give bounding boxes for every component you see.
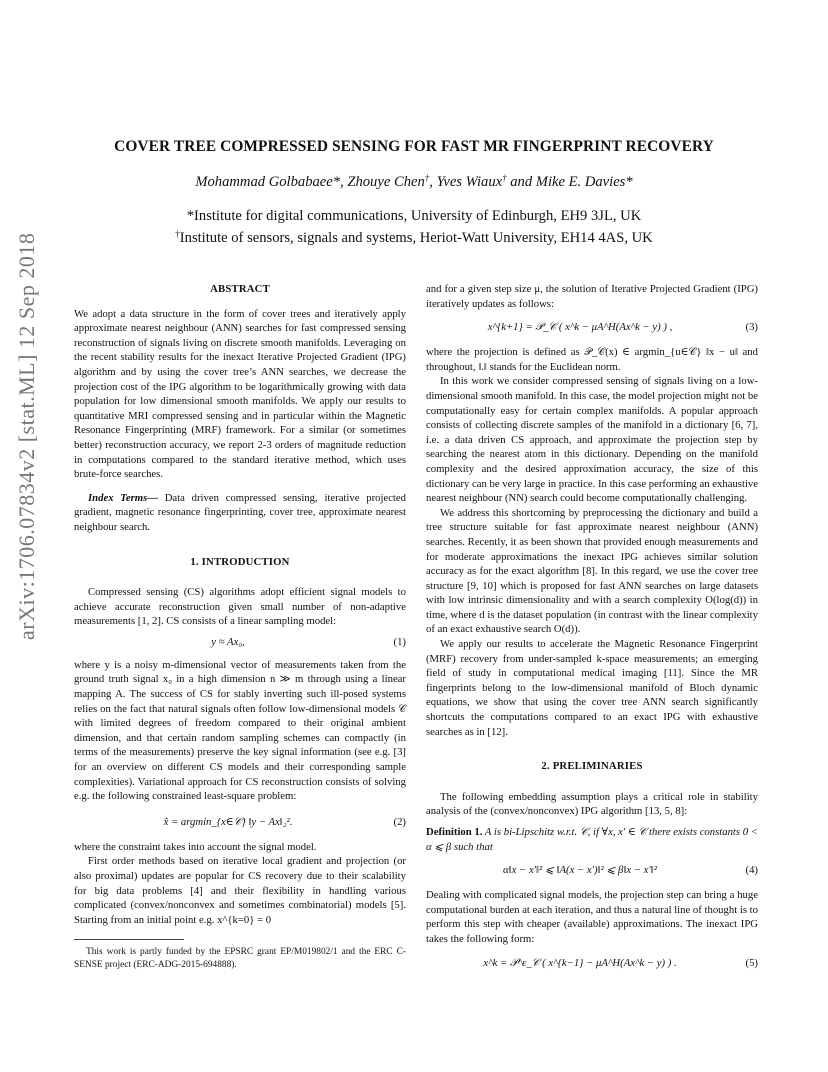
manifold-paragraph: In this work we consider compressed sensing of signals living on a low-dimensional smooth manifold. In this case, the model projection might not be computationally easy for certain complex manifolds. A popular approach consists of collecting discrete samples of the manifold in a dictionary [6, 7], i.e. a data driven CS approach, and approximate the projection step by searching the nearest atom in this dictionary. Depending on the manifold complexity and the desired approximation accuracy, the size of this dictionary can be very large in practice. In this case performing an exhaustive nearest neighbour (NN) search could become computationally challenging. <box>426 375 758 505</box>
section-heading-introduction: 1. INTRODUCTION <box>190 555 290 568</box>
inexact-ipg-paragraph: Dealing with complicated signal models, the projection step can bring a huge computational burden at each iteration, and thus a natural line of thought is to perform this step with cheaper (available) approximations. The inexact IPG takes the following form: <box>426 889 758 945</box>
equation-3 <box>426 317 758 339</box>
intro-paragraph-1: Compressed sensing (CS) algorithms adopt efficient signal models to achieve accurate reconstruction given small number of non-adaptive measurements [1, 2]. CS consists of a linear sampling model: <box>74 586 406 628</box>
footnote-rule <box>74 939 184 940</box>
abstract-text: We adopt a data structure in the form of cover trees and iteratively apply approximate nearest neighbour (ANN) searches for fast compressed sensing reconstruction of signals living on discrete smooth manifolds. Leveraging on the recent stability results for the inexact Iterative Projected Gradient (IPG) algorithm and by using the cover tree’s ANN searches, we decrease the projection cost of the IPG algorithm to be logarithmically growing with data population for low dimensional smooth manifolds. We apply our results to quantitative MRI compressed sensing and in particular within the Magnetic Resonance Fingerprinting (MRF) framework. For a similar (or sometimes better) reconstruction accuracy, we report 2-3 orders of magnitude reduction in computations compared to the standard iterative method, which uses brute-force searches. <box>74 307 406 481</box>
index-terms-label: Index Terms— <box>88 491 158 504</box>
definition-1 <box>426 825 758 854</box>
intro-paragraph-2: where y is a noisy m-dimensional vector of measurements taken from the ground truth signal x₀ in a high dimension n ≫ m through using a linear mapping A. The success of CS for stably inverting such ill-posed systems relies on the fact that natural signals often follow low-dimensional models 𝒞 with limited degrees of freedom compared to their original ambient dimension, and that certain random sampling schemes can compactly (in terms of the measurements) preserve the key signal information (see e.g. [3] for an overview on different CS models and their corresponding sample complexities). Variational approach for CS reconstruction consists of solving e.g. the following constrained least-square problem: <box>74 658 406 803</box>
left-column <box>74 282 406 972</box>
cover-tree-paragraph: We address this shortcoming by preprocessing the dictionary and build a tree structure suitable for fast approximate nearest neighbour (ANN) searches. Recently, it as been shown that provided enough measurements and for moderate approximations the inexact IPG achieves similar solution accuracy as for the exact algorithm [8]. In this regard, we use the cover tree structure [9, 10] which is proposed for fast ANN searches on large datasets with low intrinsic dimensionality and with a search complexity O(log(d)) in time, where d is the dataset population (in contrast with the linear complexity of an exact exhaustive search O(d)). <box>426 506 758 636</box>
equation-5 <box>426 953 758 975</box>
equation-2-number: (2) <box>393 815 406 828</box>
funding-footnote: This work is partly funded by the EPSRC grant EP/M019802/1 and the ERC C-SENSE project (ERC-ADG-2015-694888). <box>74 947 406 970</box>
affiliation-mark: † <box>424 173 430 183</box>
affiliation-edinburgh: *Institute for digital communications, University of Edinburgh, EH9 3JL, UK <box>186 208 642 224</box>
author-golbabaee: Mohammad Golbabaee*, <box>195 174 348 190</box>
projection-definition-paragraph: where the projection is defined as 𝒫_𝒞(x) ∈ argmin_{u∈𝒞} ‖x − u‖ and throughout, ‖.‖ stands for the Euclidean norm. <box>426 346 758 373</box>
affiliation-mark: † <box>175 229 180 239</box>
equation-1-number: (1) <box>393 635 406 648</box>
intro-paragraph-3: where the constraint takes into account the signal model. <box>74 840 317 853</box>
paper-title: COVER TREE COMPRESSED SENSING FOR FAST MR FINGERPRINT RECOVERY <box>114 138 714 155</box>
equation-1-expression: y ≈ Ax₀, <box>211 635 245 648</box>
equation-4-number: (4) <box>745 864 758 877</box>
equation-4 <box>426 860 758 882</box>
author-wiaux: Yves Wiaux <box>436 174 503 190</box>
index-terms <box>74 491 406 535</box>
equation-3-expression: x^{k+1} = 𝒫_𝒞 ( x^k − μA^H(Ax^k − y) ) , <box>487 321 673 334</box>
ipg-intro-paragraph: and for a given step size μ, the solution of Iterative Projected Gradient (IPG) iteratively updates as follows: <box>426 283 758 310</box>
embedding-paragraph: The following embedding assumption plays a critical role in stability analysis of the (convex/nonconvex) IPG algorithm [13, 5, 8]: <box>426 790 758 818</box>
affiliation-heriot-watt <box>0 230 828 247</box>
intro-paragraph-4: First order methods based on iterative local gradient and projection (or also proximal) updates are popular for CS recovery due to their scalability for big data problems [4] and their flexibility in handling various complicated (convex/nonconvex and sometimes combinatorial) models [5]. Starting from an initial point e.g. x^{k=0} = 0 <box>74 855 406 926</box>
definition-1-label: Definition 1. <box>426 826 483 838</box>
author-chen: Zhouye Chen <box>347 174 425 190</box>
author-list <box>0 174 828 191</box>
equation-5-expression: x^k = 𝒫^ε_𝒞 ( x^{k−1} − μA^H(Ax^k − y) ) . <box>483 956 677 969</box>
mrf-paragraph: We apply our results to accelerate the Magnetic Resonance Fingerprint (MRF) recovery from under-sampled k-space measurements; an emerging field of study in computational medical imaging [11]. Since the MR fingerprints belong to the low-dimensional manifold of Bloch dynamic equations, we show that using the cover tree ANN search significantly shortcuts the computations compared to an exact IPG with exhaustive searches as in [12]. <box>426 638 758 738</box>
equation-5-number: (5) <box>745 956 758 969</box>
affiliation-mark: † <box>502 173 507 183</box>
arxiv-margin-label: arXiv:1706.07834v2 [stat.ML] 12 Sep 2018 <box>14 232 39 640</box>
affiliation-text: Institute of sensors, signals and systems, Heriot-Watt University, EH14 4AS, UK <box>179 230 653 246</box>
equation-3-number: (3) <box>745 321 758 334</box>
author-separator: , <box>429 174 437 190</box>
section-heading-preliminaries: 2. PRELIMINARIES <box>541 760 643 773</box>
equation-4-expression: α‖x − x′‖² ⩽ ‖A(x − x′)‖² ⩽ β‖x − x′‖² <box>503 864 657 877</box>
equation-1 <box>74 632 406 654</box>
equation-2 <box>74 812 406 834</box>
abstract-heading: ABSTRACT <box>210 283 270 295</box>
equation-2-expression: x̂ = argmin_{x∈𝒞} ‖y − Ax‖₂². <box>163 815 293 828</box>
definition-1-text: A is bi-Lipschitz w.r.t. 𝒞, if ∀x, x′ ∈ 𝒞 there exists constants 0 < α ⩽ β such that <box>426 826 758 853</box>
right-column <box>426 282 758 979</box>
author-davies: and Mike E. Davies* <box>506 174 633 190</box>
index-terms-text: Data driven compressed sensing, iterative projected gradient, magnetic resonance fingerprinting, cover tree, approximate nearest neighbour search. <box>74 491 406 533</box>
